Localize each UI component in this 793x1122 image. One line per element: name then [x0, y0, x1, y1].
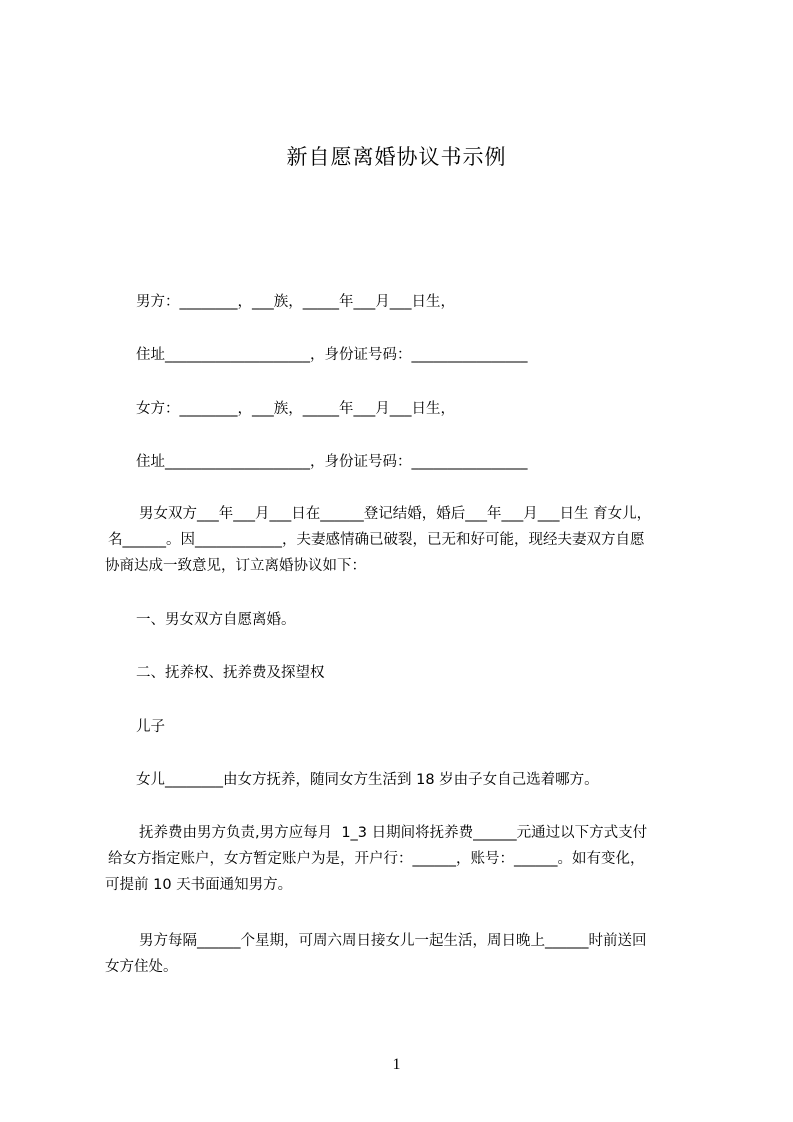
female-address-line: 住址____________________，身份证号码：________________	[136, 454, 528, 470]
daughter-custody-line: 女儿________由女方抚养，随同女方生活到 18 岁由子女自己选着哪方。	[136, 772, 599, 788]
support-line-3: 可提前 10 天书面通知男方。	[105, 877, 293, 893]
intro-line-3: 协商达成一致意见，订立离婚协议如下：	[105, 558, 366, 574]
page-number: 1	[392, 1056, 401, 1073]
female-party-line: 女方：________，___族，_____年___月___日生，	[136, 401, 455, 417]
clause-2: 二、抚养权、抚养费及探望权	[136, 665, 325, 681]
intro-paragraph	[105, 501, 700, 579]
child-support-paragraph	[105, 820, 700, 898]
support-line-2: 给女方指定账户，女方暂定账户为是，开户行：______，账号：______。如有变化，	[108, 851, 645, 867]
visitation-paragraph	[105, 928, 700, 980]
visit-line-2: 女方住处。	[105, 959, 178, 975]
support-line-1: 抚养费由男方负责,男方应每月 1_3 日期间将抚养费______元通过以下方式支付	[139, 825, 648, 841]
document-title: 新自愿离婚协议书示例	[286, 145, 507, 169]
visit-line-1: 男方每隔______个星期，可周六周日接女儿一起生活，周日晚上______时前送回	[139, 933, 647, 949]
intro-line-1: 男女双方___年___月___日在______登记结婚，婚后___年___月___日生 育女儿，	[139, 506, 652, 522]
male-address-line: 住址____________________，身份证号码：________________	[136, 347, 528, 363]
clause-1: 一、男女双方自愿离婚。	[136, 612, 296, 628]
male-party-line: 男方：________，___族，_____年___月___日生，	[136, 294, 455, 310]
intro-line-2: 名______。因____________，夫妻感情确已破裂，已无和好可能，现经夫妻双方自愿	[108, 532, 645, 548]
son-label: 儿子	[136, 719, 165, 735]
